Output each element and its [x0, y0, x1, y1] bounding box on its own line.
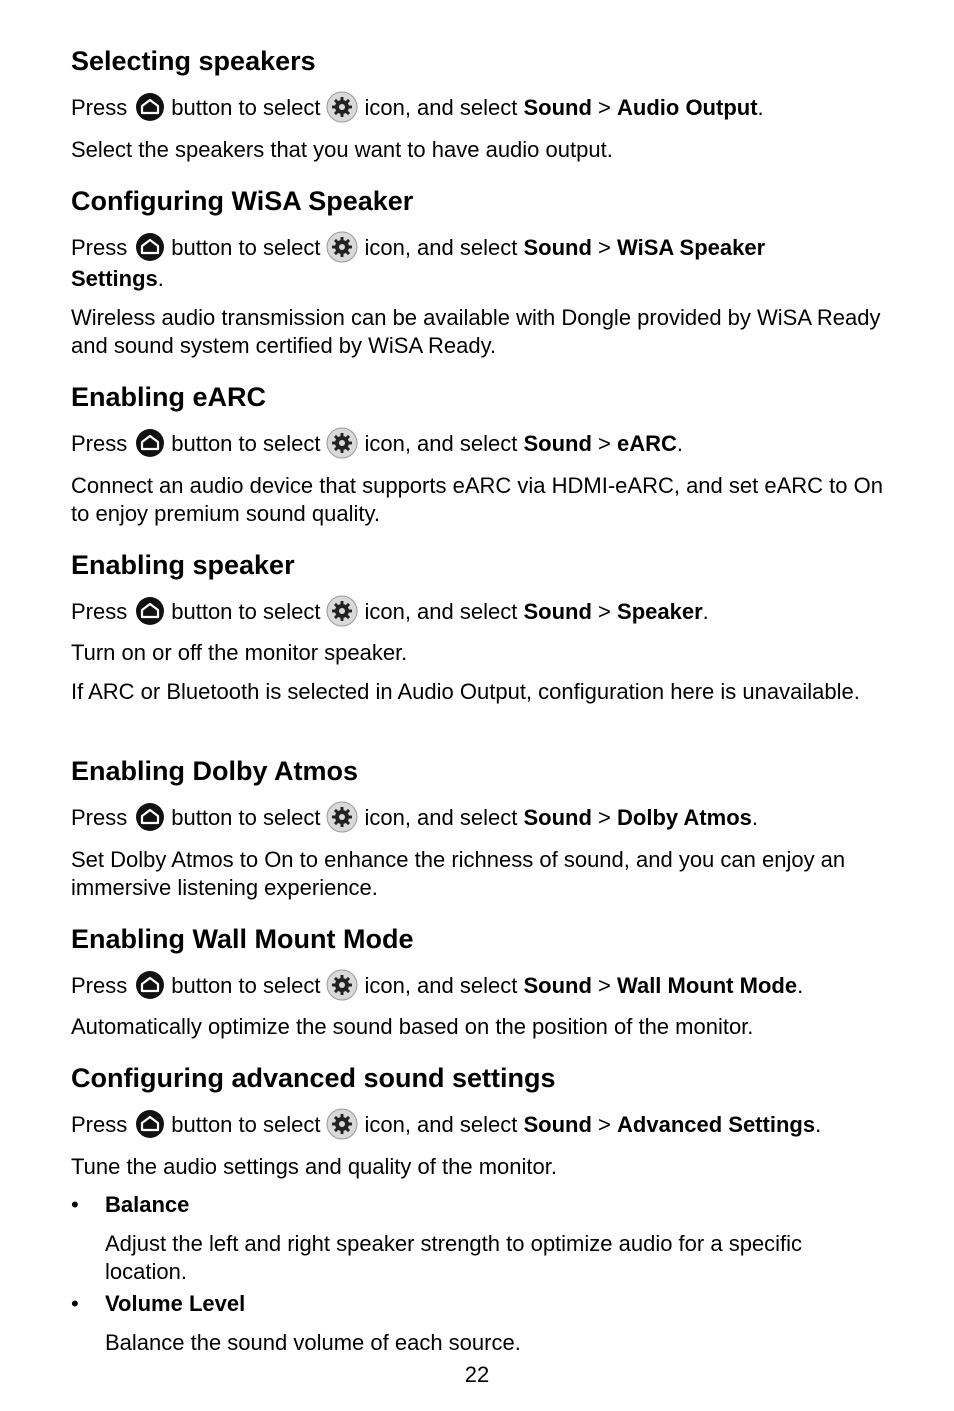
menu-separator: > [598, 804, 611, 830]
button-to-select-text: button to select [171, 972, 321, 998]
list-item-title-balance: Balance [105, 1192, 190, 1217]
icon-and-select-text: icon, and select [364, 94, 518, 120]
menu-sound: Sound [523, 1111, 592, 1137]
period: . [757, 94, 764, 120]
icon-and-select-text: icon, and select [364, 598, 518, 624]
nav-instruction-speaker [71, 597, 891, 629]
press-text: Press [71, 234, 128, 260]
menu-target: Wall Mount Mode [617, 972, 798, 998]
settings-gear-icon [326, 1108, 358, 1140]
section-heading-selecting-speakers: Selecting speakers [71, 46, 316, 76]
home-button-icon [135, 596, 165, 626]
press-text: Press [71, 94, 128, 120]
home-button-icon [135, 92, 165, 122]
menu-sound: Sound [523, 804, 592, 830]
section-description: Automatically optimize the sound based on the position of the monitor. [71, 1014, 754, 1039]
period: . [676, 430, 684, 456]
section-description: Turn on or off the monitor speaker. [71, 640, 408, 665]
button-to-select-text: button to select [171, 598, 321, 624]
menu-target-continued: Settings [71, 266, 158, 291]
home-button-icon [135, 1109, 165, 1139]
button-to-select-text: button to select [171, 430, 321, 456]
list-item-description: Balance the sound volume of each source. [105, 1330, 521, 1355]
section-description: Wireless audio transmission can be available with Dongle provided by WiSA Ready and sound system certified by WiSA Ready. [71, 305, 881, 358]
nav-instruction-continuation [71, 265, 891, 293]
section-heading-wisa-speaker: Configuring WiSA Speaker [71, 186, 414, 216]
home-button-icon [135, 428, 165, 458]
section-heading-advanced-sound: Configuring advanced sound settings [71, 1063, 556, 1093]
period: . [157, 266, 164, 291]
nav-instruction-wisa-settings [71, 233, 891, 265]
menu-target: Speaker [617, 598, 703, 624]
press-text: Press [71, 972, 128, 998]
period: . [702, 598, 709, 624]
page-number: 22 [464, 1362, 490, 1387]
list-item-description: Adjust the left and right speaker strength to optimize audio for a specific location. [105, 1231, 803, 1284]
menu-separator: > [598, 598, 611, 624]
menu-sound: Sound [523, 430, 592, 456]
nav-instruction-advanced-settings [71, 1110, 891, 1142]
period: . [815, 1111, 822, 1137]
section-description: If ARC or Bluetooth is selected in Audio Output, configuration here is unavailable. [71, 679, 860, 704]
menu-target: eARC [617, 430, 677, 456]
list-item-title-volume-level: Volume Level [105, 1291, 246, 1316]
section-description: Select the speakers that you want to have audio output. [71, 137, 613, 162]
menu-sound: Sound [523, 972, 592, 998]
settings-gear-icon [326, 801, 358, 833]
icon-and-select-text: icon, and select [364, 804, 518, 830]
icon-and-select-text: icon, and select [364, 430, 518, 456]
nav-instruction-wall-mount-mode [71, 971, 891, 1003]
menu-separator: > [598, 1111, 611, 1137]
menu-target: WiSA Speaker [617, 234, 766, 260]
icon-and-select-text: icon, and select [364, 1111, 518, 1137]
menu-sound: Sound [523, 234, 592, 260]
home-button-icon [135, 802, 165, 832]
menu-target: Dolby Atmos [617, 804, 752, 830]
press-text: Press [71, 804, 128, 830]
menu-target: Advanced Settings [617, 1111, 816, 1137]
button-to-select-text: button to select [171, 1111, 321, 1137]
button-to-select-text: button to select [171, 234, 321, 260]
section-description: Tune the audio settings and quality of the monitor. [71, 1154, 557, 1179]
nav-instruction-audio-output [71, 93, 891, 125]
section-heading-enabling-speaker: Enabling speaker [71, 550, 295, 580]
section-description: Set Dolby Atmos to On to enhance the richness of sound, and you can enjoy an immersive listening experience. [71, 847, 846, 900]
press-text: Press [71, 1111, 128, 1137]
menu-sound: Sound [523, 94, 592, 120]
menu-target: Audio Output [617, 94, 758, 120]
settings-gear-icon [326, 231, 358, 263]
icon-and-select-text: icon, and select [364, 234, 518, 260]
settings-gear-icon [326, 427, 358, 459]
bullet-marker: • [71, 1291, 79, 1316]
icon-and-select-text: icon, and select [364, 972, 518, 998]
section-description: Connect an audio device that supports eARC via HDMI-eARC, and set eARC to On to enjoy premium sound quality. [71, 473, 883, 526]
menu-sound: Sound [523, 598, 592, 624]
home-button-icon [135, 970, 165, 1000]
menu-separator: > [598, 430, 611, 456]
settings-gear-icon [326, 595, 358, 627]
button-to-select-text: button to select [171, 94, 321, 120]
button-to-select-text: button to select [171, 804, 321, 830]
press-text: Press [71, 598, 128, 624]
period: . [797, 972, 804, 998]
period: . [751, 804, 758, 830]
settings-gear-icon [326, 969, 358, 1001]
press-text: Press [71, 430, 128, 456]
section-heading-earc: Enabling eARC [71, 382, 267, 412]
menu-separator: > [598, 94, 611, 120]
nav-instruction-dolby-atmos [71, 803, 891, 835]
menu-separator: > [598, 972, 611, 998]
section-heading-wall-mount-mode: Enabling Wall Mount Mode [71, 924, 414, 954]
home-button-icon [135, 232, 165, 262]
bullet-marker: • [71, 1192, 79, 1217]
settings-gear-icon [326, 91, 358, 123]
menu-separator: > [598, 234, 611, 260]
section-heading-dolby-atmos: Enabling Dolby Atmos [71, 756, 359, 786]
nav-instruction-earc [71, 429, 891, 461]
